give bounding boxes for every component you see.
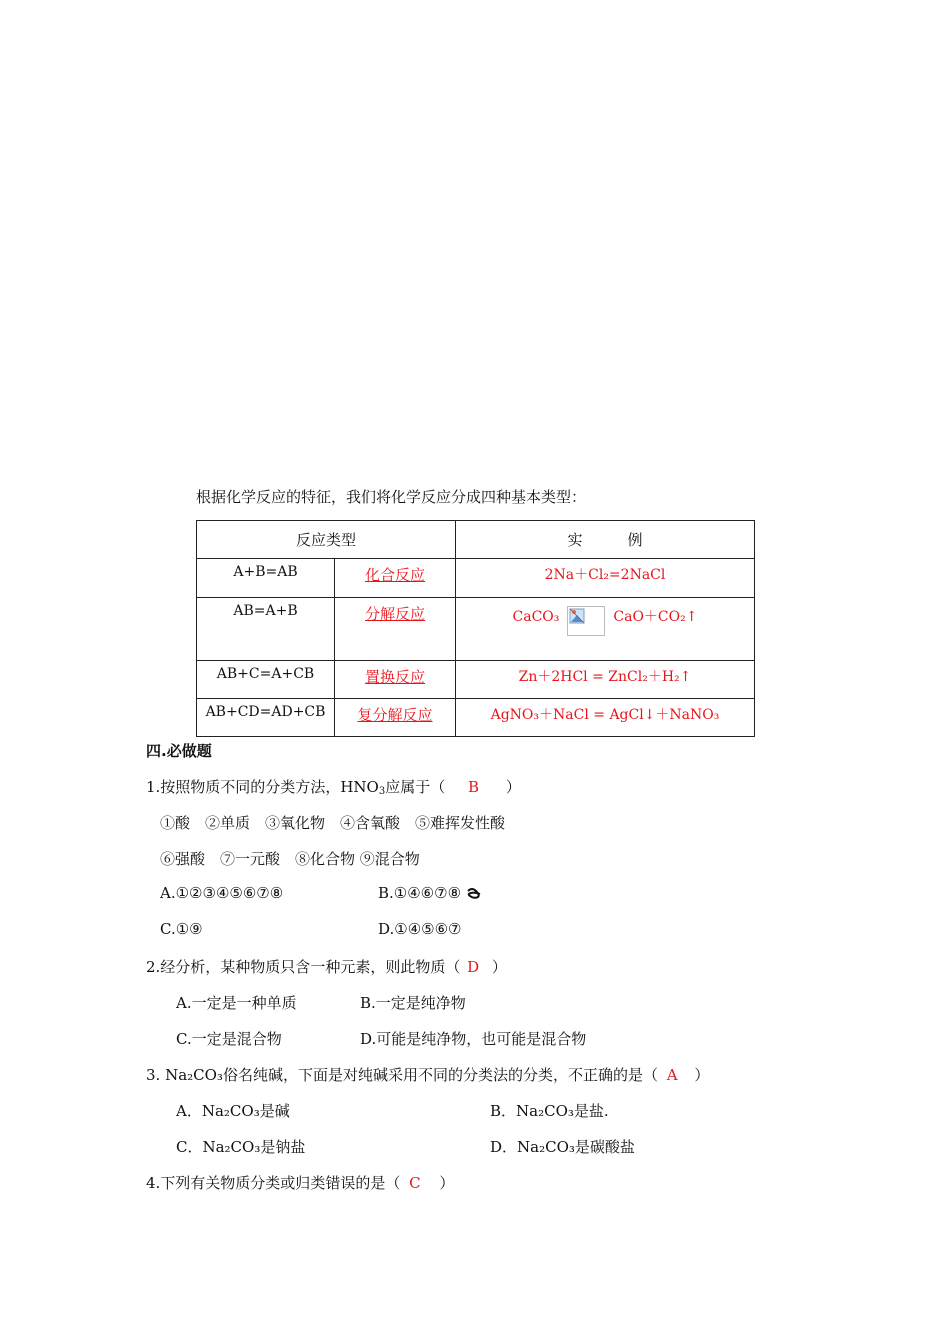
question-text: 1.按照物质不同的分类方法，HNO: [146, 778, 379, 796]
reaction-type: 分解反应: [364, 605, 425, 623]
reaction-condition-image-icon: [567, 606, 605, 636]
scribble-mark-icon: [466, 884, 482, 902]
reaction-type: 复分解反应: [357, 706, 433, 724]
answer-mark: C: [409, 1174, 421, 1192]
general-formula: AB=A+B: [233, 603, 298, 619]
reaction-example-left: CaCO₃: [512, 609, 560, 625]
option-b: B．Na₂CO₃是盐.: [490, 1102, 609, 1120]
question-text: 2.经分析，某种物质只含一种元素，则此物质（: [146, 958, 461, 976]
question-text: ）: [694, 1066, 710, 1084]
reaction-type: 置换反应: [364, 668, 425, 686]
option-d: D.可能是纯净物，也可能是混合物: [360, 1030, 587, 1048]
general-formula: A+B=AB: [233, 564, 298, 580]
header-example: 实 例: [456, 521, 755, 559]
question-1-stem: [146, 776, 521, 797]
table-row: [197, 559, 755, 598]
question-2-stem: [146, 956, 507, 977]
option-c: C．Na₂CO₃是钠盐: [176, 1138, 306, 1156]
answer-mark: B: [468, 778, 480, 796]
option-b: B.一定是纯净物: [360, 994, 466, 1012]
table-row: [197, 661, 755, 699]
general-formula: AB+CD=AD+CB: [205, 704, 326, 720]
reaction-types-table: [196, 520, 755, 737]
option-d: D．Na₂CO₃是碳酸盐: [490, 1138, 635, 1156]
question-text: 3. Na₂CO₃俗名纯碱，下面是对纯碱采用不同的分类法的分类，不正确的是（: [146, 1066, 658, 1084]
table-row: [197, 598, 755, 661]
intro-text: 根据化学反应的特征，我们将化学反应分成四种基本类型：: [196, 488, 587, 506]
reaction-example-right: CaO＋CO₂↑: [613, 609, 698, 625]
table-row: [197, 699, 755, 737]
question-3-stem: [146, 1064, 709, 1085]
section-title: 四.必做题: [146, 742, 212, 760]
option-b: [378, 884, 482, 902]
question-text: ）: [505, 778, 521, 796]
question-4-stem: [146, 1172, 454, 1193]
header-reaction-type: 反应类型: [197, 521, 456, 559]
question-text: ）: [491, 958, 507, 976]
question-text: ）: [439, 1174, 455, 1192]
option-a: A.①②③④⑤⑥⑦⑧: [160, 884, 284, 902]
option-c: C.①⑨: [160, 920, 203, 938]
reaction-type: 化合反应: [364, 566, 425, 584]
reaction-example: 2Na＋Cl₂=2NaCl: [544, 567, 666, 583]
option-d: D.①④⑤⑥⑦: [378, 920, 462, 938]
option-a: A.一定是一种单质: [176, 994, 297, 1012]
question-text: 应属于（: [385, 778, 446, 796]
reaction-example: AgNO₃＋NaCl = AgCl↓＋NaNO₃: [490, 707, 720, 723]
answer-mark: D: [467, 958, 480, 976]
table-header-row: [197, 521, 755, 559]
reaction-example: Zn＋2HCl = ZnCl₂＋H₂↑: [518, 669, 692, 685]
option-c: C.一定是混合物: [176, 1030, 282, 1048]
general-formula: AB+C=A+CB: [216, 666, 315, 682]
option-a: A．Na₂CO₃是碱: [176, 1102, 290, 1120]
question-text: 4.下列有关物质分类或归类错误的是（: [146, 1174, 401, 1192]
option-text: B.①④⑥⑦⑧: [378, 884, 462, 902]
question-1-items-line-2: ⑥强酸 ⑦一元酸 ⑧化合物 ⑨混合物: [160, 850, 420, 868]
answer-mark: A: [666, 1066, 678, 1084]
question-1-items-line-1: ①酸 ②单质 ③氧化物 ④含氧酸 ⑤难挥发性酸: [160, 814, 506, 832]
subscript: 3: [378, 786, 386, 797]
